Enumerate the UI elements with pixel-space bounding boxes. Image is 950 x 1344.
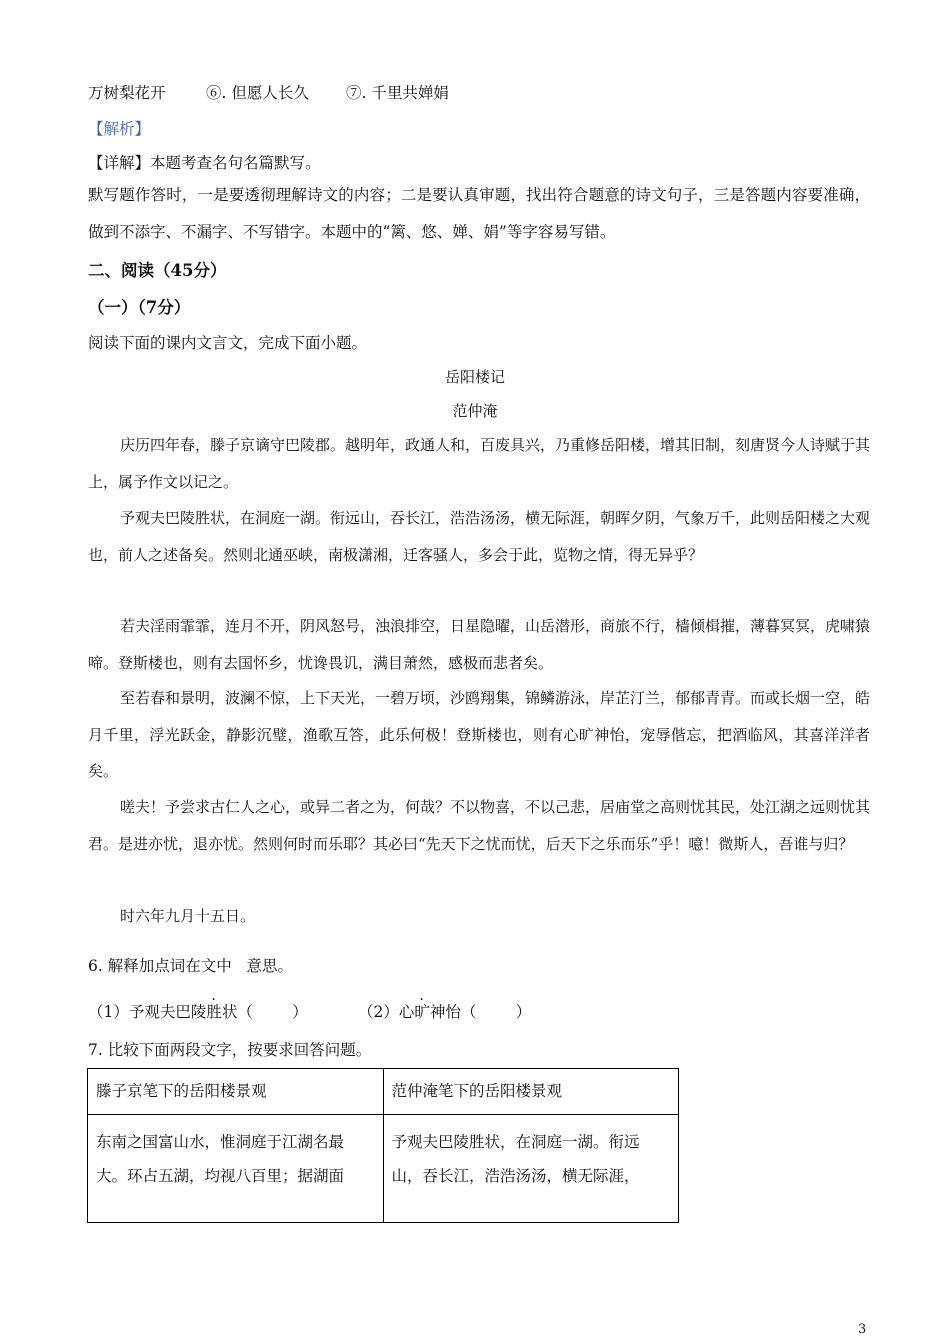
article-paragraph-6-text: 时六年九月十五日。 [120, 907, 256, 925]
article-paragraph-4-text: 至若春和景明，波澜不惊，上下天光，一碧万顷，沙鸥翔集，锦鳞游泳，岸芷汀兰，郁郁青青。而或长烟一空，皓月千里，浮光跃金，静影沉璧，渔歌互答，此乐何极！登斯楼也，则有心旷神怡，宠辱偕忘，把酒临风，其喜洋洋者矣。 [88, 689, 871, 780]
table-row [88, 1115, 679, 1223]
article-paragraph-3 [88, 608, 870, 681]
question-6-item-1-post: 状（ ） [221, 1003, 308, 1021]
comparison-table [87, 1068, 679, 1223]
article-paragraph-1 [88, 427, 870, 500]
article-paragraph-5 [88, 789, 870, 862]
article-paragraph-2 [88, 500, 870, 573]
section-instruction: 阅读下面的课内文言文，完成下面小题。 [88, 334, 368, 352]
page-number: 3 [858, 1322, 867, 1337]
article-paragraph-6 [88, 898, 870, 935]
section-subheading: （一）（7分） [88, 298, 191, 317]
article-paragraph-5-text: 嗟夫！予尝求古仁人之心，或异二者之为，何哉？不以物喜，不以己悲，居庙堂之高则忧其民，处江湖之远则忧其君。是进亦忧，退亦忧。然则何时而乐耶？其必曰“先天下之忧而忧，后天下之乐而乐”乎！噫！微斯人，吾谁与归？ [88, 798, 871, 853]
answer-item-5: 万树梨花开 [88, 84, 166, 102]
question-6-item-1 [88, 1000, 308, 1022]
emphasis-dot-word-1: 胜 [206, 1003, 222, 1021]
emphasis-dot-word-2: 旷 [414, 1003, 430, 1021]
table-header-teng: 滕子京笔下的岳阳楼景观 [88, 1069, 384, 1115]
question-6-item-2-post: 神怡（ ） [429, 1003, 532, 1021]
analysis-body: 默写题作答时，一是要透彻理解诗文的内容；二是要认真审题，找出符合题意的诗文句子，三是答题内容要准确，做到不添字、不漏字、不写错字。本题中的“篱、悠、婵、娟”等字容易写错。 [88, 186, 870, 241]
analysis-detail: 【详解】本题考查名句名篇默写。 [88, 154, 321, 172]
article-paragraph-4 [88, 680, 870, 790]
table-cell-fan: 予观夫巴陵胜状，在洞庭一湖。衔远山，吞长江，浩浩汤汤，横无际涯， [383, 1115, 679, 1223]
table-cell-teng: 东南之国富山水，惟洞庭于江湖名最大。环占五湖，均视八百里；据湖面 [88, 1115, 384, 1223]
article-paragraph-1-text: 庆历四年春，滕子京谪守巴陵郡。越明年，政通人和，百废具兴，乃重修岳阳楼，增其旧制，刻唐贤今人诗赋于其上，属予作文以记之。 [88, 436, 871, 491]
question-6-item-1-pre: （1）予观夫巴陵 [88, 1003, 207, 1021]
table-header-fan: 范仲淹笔下的岳阳楼景观 [383, 1069, 679, 1115]
article-title: 岳阳楼记 [444, 368, 505, 386]
article-paragraph-3-text: 若夫淫雨霏霏，连月不开，阴风怒号，浊浪排空，日星隐曜，山岳潜形，商旅不行，樯倾楫摧，薄暮冥冥，虎啸猿啼。登斯楼也，则有去国怀乡，忧谗畏讥，满目萧然，感极而悲者矣。 [88, 617, 871, 672]
question-6-item-2 [358, 1000, 531, 1022]
question-6-stem: 6. 解释加点词在文中 意思。 [88, 957, 293, 975]
analysis-label: 【解析】 [88, 120, 151, 138]
article-author: 范仲淹 [452, 402, 498, 420]
table-header-row [88, 1069, 679, 1115]
answer-item-7: ⑦. 千里共婵娟 [346, 84, 449, 102]
question-7-stem: 7. 比较下面两段文字，按要求回答问题。 [88, 1041, 372, 1059]
article-paragraph-2-text: 予观夫巴陵胜状，在洞庭一湖。衔远山，吞长江，浩浩汤汤，横无际涯，朝晖夕阴，气象万千，此则岳阳楼之大观也，前人之述备矣。然则北通巫峡，南极潇湘，迁客骚人，多会于此，览物之情，得无异乎？ [88, 509, 871, 564]
question-6-item-2-pre: （2）心 [358, 1003, 415, 1021]
section-heading: 二、阅读（45分） [88, 261, 227, 280]
answer-item-6: ⑥. 但愿人长久 [206, 84, 309, 102]
